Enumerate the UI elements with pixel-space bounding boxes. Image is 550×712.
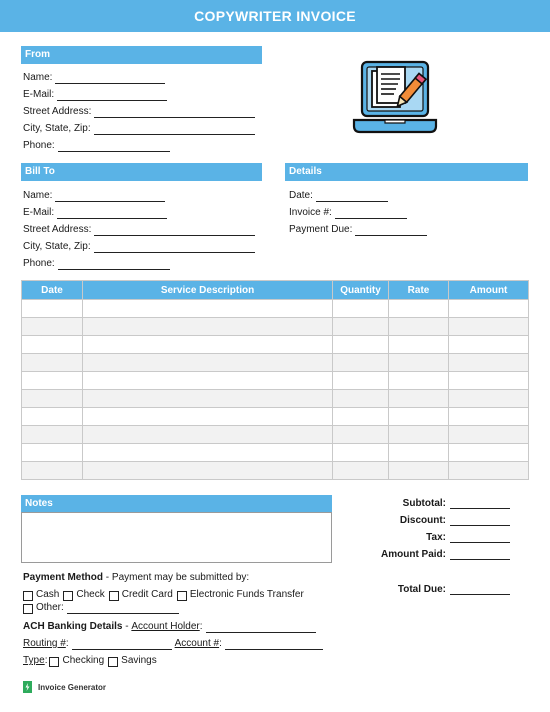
eft-label: Electronic Funds Transfer — [189, 589, 304, 600]
cell-quantity[interactable] — [333, 336, 389, 354]
routing-line[interactable] — [72, 639, 172, 650]
cell-description[interactable] — [83, 426, 333, 444]
cell-amount[interactable] — [449, 462, 529, 480]
billto-phone-label: Phone: — [23, 258, 55, 269]
ach-holder-row — [23, 621, 316, 633]
billto-name-label: Name: — [23, 190, 53, 201]
details-heading: Details — [285, 163, 528, 181]
billto-email-label: E-Mail: — [23, 207, 55, 218]
tax-row — [336, 532, 510, 543]
account-holder-line[interactable] — [206, 622, 316, 633]
from-street-line[interactable] — [94, 107, 255, 118]
discount-line[interactable] — [450, 515, 510, 526]
from-city-field[interactable] — [23, 123, 255, 135]
cell-date[interactable] — [22, 372, 83, 390]
cell-amount[interactable] — [449, 444, 529, 462]
date-field[interactable] — [289, 190, 388, 202]
table-row — [22, 336, 529, 354]
credit-card-checkbox[interactable] — [109, 591, 119, 601]
from-city-label: City, State, Zip: — [23, 123, 91, 134]
billto-street-line[interactable] — [94, 225, 255, 236]
account-number-colon: : — [219, 638, 222, 649]
checking-label: Checking — [62, 655, 105, 666]
ach-numbers-row — [23, 638, 323, 650]
subtotal-label: Subtotal: — [402, 498, 446, 509]
table-row — [22, 300, 529, 318]
amount-paid-line[interactable] — [450, 549, 510, 560]
cell-amount[interactable] — [449, 336, 529, 354]
billto-name-line[interactable] — [55, 191, 165, 202]
routing-label: Routing # — [23, 638, 66, 649]
payment-method-heading: Payment Method — [23, 572, 104, 583]
payment-method-heading-row — [23, 572, 249, 584]
cell-rate[interactable] — [389, 372, 449, 390]
billto-email-line[interactable] — [57, 208, 167, 219]
account-holder-colon: : — [199, 621, 203, 632]
cell-description[interactable] — [83, 462, 333, 480]
cell-date[interactable] — [22, 336, 83, 354]
cell-quantity[interactable] — [333, 408, 389, 426]
laptop-document-pencil-icon — [352, 58, 438, 140]
column-header-rate: Rate — [389, 281, 449, 300]
other-label: Other: — [36, 602, 64, 613]
cell-description[interactable] — [83, 390, 333, 408]
footer-brand[interactable] — [22, 680, 106, 694]
cell-date[interactable] — [22, 444, 83, 462]
cell-quantity[interactable] — [333, 372, 389, 390]
other-payment-row — [21, 602, 179, 614]
type-colon: : — [44, 655, 48, 666]
routing-colon: : — [65, 638, 69, 649]
cell-amount[interactable] — [449, 318, 529, 336]
table-row — [22, 318, 529, 336]
invoice-number-line[interactable] — [335, 208, 407, 219]
invoice-title: COPYWRITER INVOICE — [0, 0, 550, 32]
cell-rate[interactable] — [389, 462, 449, 480]
other-checkbox[interactable] — [23, 604, 33, 614]
ach-dash: - — [122, 621, 132, 632]
checking-checkbox[interactable] — [49, 657, 59, 667]
account-number-line[interactable] — [225, 639, 323, 650]
invoice-number-field[interactable] — [289, 207, 407, 219]
cell-description[interactable] — [83, 354, 333, 372]
cell-amount[interactable] — [449, 408, 529, 426]
ach-heading: ACH Banking Details — [23, 621, 123, 632]
bill-to-heading: Bill To — [21, 163, 262, 181]
footer-brand-label: Invoice Generator — [38, 682, 107, 692]
cell-rate[interactable] — [389, 336, 449, 354]
from-city-line[interactable] — [94, 124, 255, 135]
billto-street-field[interactable] — [23, 224, 255, 236]
notes-heading: Notes — [21, 495, 332, 513]
from-phone-line[interactable] — [58, 141, 170, 152]
cell-date[interactable] — [22, 354, 83, 372]
cell-quantity[interactable] — [333, 390, 389, 408]
cell-quantity[interactable] — [333, 318, 389, 336]
cell-amount[interactable] — [449, 372, 529, 390]
cell-date[interactable] — [22, 318, 83, 336]
cell-quantity[interactable] — [333, 462, 389, 480]
payment-options-row — [21, 589, 304, 601]
account-type-row — [23, 655, 157, 667]
cell-date[interactable] — [22, 426, 83, 444]
account-number-label: Account # — [174, 638, 220, 649]
cell-rate[interactable] — [389, 390, 449, 408]
payment-due-label: Payment Due: — [289, 224, 353, 235]
amount-paid-label: Amount Paid: — [381, 549, 446, 560]
cell-date[interactable] — [22, 300, 83, 318]
table-row — [22, 354, 529, 372]
cell-amount[interactable] — [449, 354, 529, 372]
from-street-field[interactable] — [23, 106, 255, 118]
column-header-amount: Amount — [449, 281, 529, 300]
cell-date[interactable] — [22, 462, 83, 480]
billto-city-label: City, State, Zip: — [23, 241, 91, 252]
column-header-description: Service Description — [83, 281, 333, 300]
from-phone-label: Phone: — [23, 140, 55, 151]
from-email-line[interactable] — [57, 90, 167, 101]
savings-label: Savings — [121, 655, 157, 666]
column-header-date: Date — [22, 281, 83, 300]
cell-description[interactable] — [83, 300, 333, 318]
cell-quantity[interactable] — [333, 354, 389, 372]
payment-method-subtitle: - Payment may be submitted by: — [103, 572, 250, 583]
subtotal-row — [336, 498, 510, 509]
payment-due-field[interactable] — [289, 224, 427, 236]
table-row — [22, 444, 529, 462]
discount-label: Discount: — [399, 515, 446, 526]
table-row — [22, 408, 529, 426]
cell-description[interactable] — [83, 336, 333, 354]
cell-quantity[interactable] — [333, 444, 389, 462]
cell-rate[interactable] — [389, 354, 449, 372]
from-name-line[interactable] — [55, 73, 165, 84]
table-body — [22, 300, 529, 480]
cell-description[interactable] — [83, 408, 333, 426]
discount-row — [336, 515, 510, 526]
check-label: Check — [76, 589, 105, 600]
credit-card-label: Credit Card — [121, 589, 173, 600]
from-phone-field[interactable] — [23, 140, 170, 152]
from-street-label: Street Address: — [23, 106, 92, 117]
from-name-field[interactable] — [23, 72, 165, 84]
from-email-field[interactable] — [23, 89, 167, 101]
billto-street-label: Street Address: — [23, 224, 92, 235]
line-items-table — [21, 280, 529, 480]
check-checkbox[interactable] — [63, 591, 73, 601]
table-header-row — [22, 281, 529, 300]
cell-quantity[interactable] — [333, 300, 389, 318]
cell-quantity[interactable] — [333, 426, 389, 444]
date-line[interactable] — [316, 191, 388, 202]
subtotal-line[interactable] — [450, 498, 510, 509]
cash-label: Cash — [36, 589, 60, 600]
total-due-line[interactable] — [450, 584, 510, 595]
cell-amount[interactable] — [449, 426, 529, 444]
tax-line[interactable] — [450, 532, 510, 543]
cell-rate[interactable] — [389, 426, 449, 444]
table-row — [22, 390, 529, 408]
invoice-number-label: Invoice #: — [289, 207, 332, 218]
cell-amount[interactable] — [449, 390, 529, 408]
savings-checkbox[interactable] — [108, 657, 118, 667]
cell-amount[interactable] — [449, 300, 529, 318]
cell-description[interactable] — [83, 318, 333, 336]
cell-rate[interactable] — [389, 318, 449, 336]
from-name-label: Name: — [23, 72, 53, 83]
cell-description[interactable] — [83, 444, 333, 462]
table-row — [22, 462, 529, 480]
cell-date[interactable] — [22, 408, 83, 426]
billto-city-field[interactable] — [23, 241, 255, 253]
cell-rate[interactable] — [389, 408, 449, 426]
tax-label: Tax: — [426, 532, 446, 543]
account-holder-label: Account Holder — [131, 621, 200, 632]
billto-phone-line[interactable] — [58, 259, 170, 270]
total-due-row — [336, 584, 510, 595]
billto-city-line[interactable] — [94, 242, 255, 253]
table-row — [22, 372, 529, 390]
column-header-quantity: Quantity — [333, 281, 389, 300]
billto-email-field[interactable] — [23, 207, 167, 219]
cell-rate[interactable] — [389, 444, 449, 462]
billto-name-field[interactable] — [23, 190, 165, 202]
total-due-label: Total Due: — [397, 584, 446, 595]
payment-due-line[interactable] — [355, 225, 427, 236]
other-line[interactable] — [67, 603, 179, 614]
cash-checkbox[interactable] — [23, 591, 33, 601]
from-heading: From — [21, 46, 262, 64]
eft-checkbox[interactable] — [177, 591, 187, 601]
cell-rate[interactable] — [389, 300, 449, 318]
billto-phone-field[interactable] — [23, 258, 170, 270]
from-email-label: E-Mail: — [23, 89, 55, 100]
cell-date[interactable] — [22, 390, 83, 408]
notes-box[interactable] — [21, 512, 332, 563]
invoice-generator-logo-icon — [22, 680, 33, 694]
amount-paid-row — [336, 549, 510, 560]
date-label: Date: — [289, 190, 313, 201]
cell-description[interactable] — [83, 372, 333, 390]
table-row — [22, 426, 529, 444]
type-label: Type — [23, 655, 45, 666]
